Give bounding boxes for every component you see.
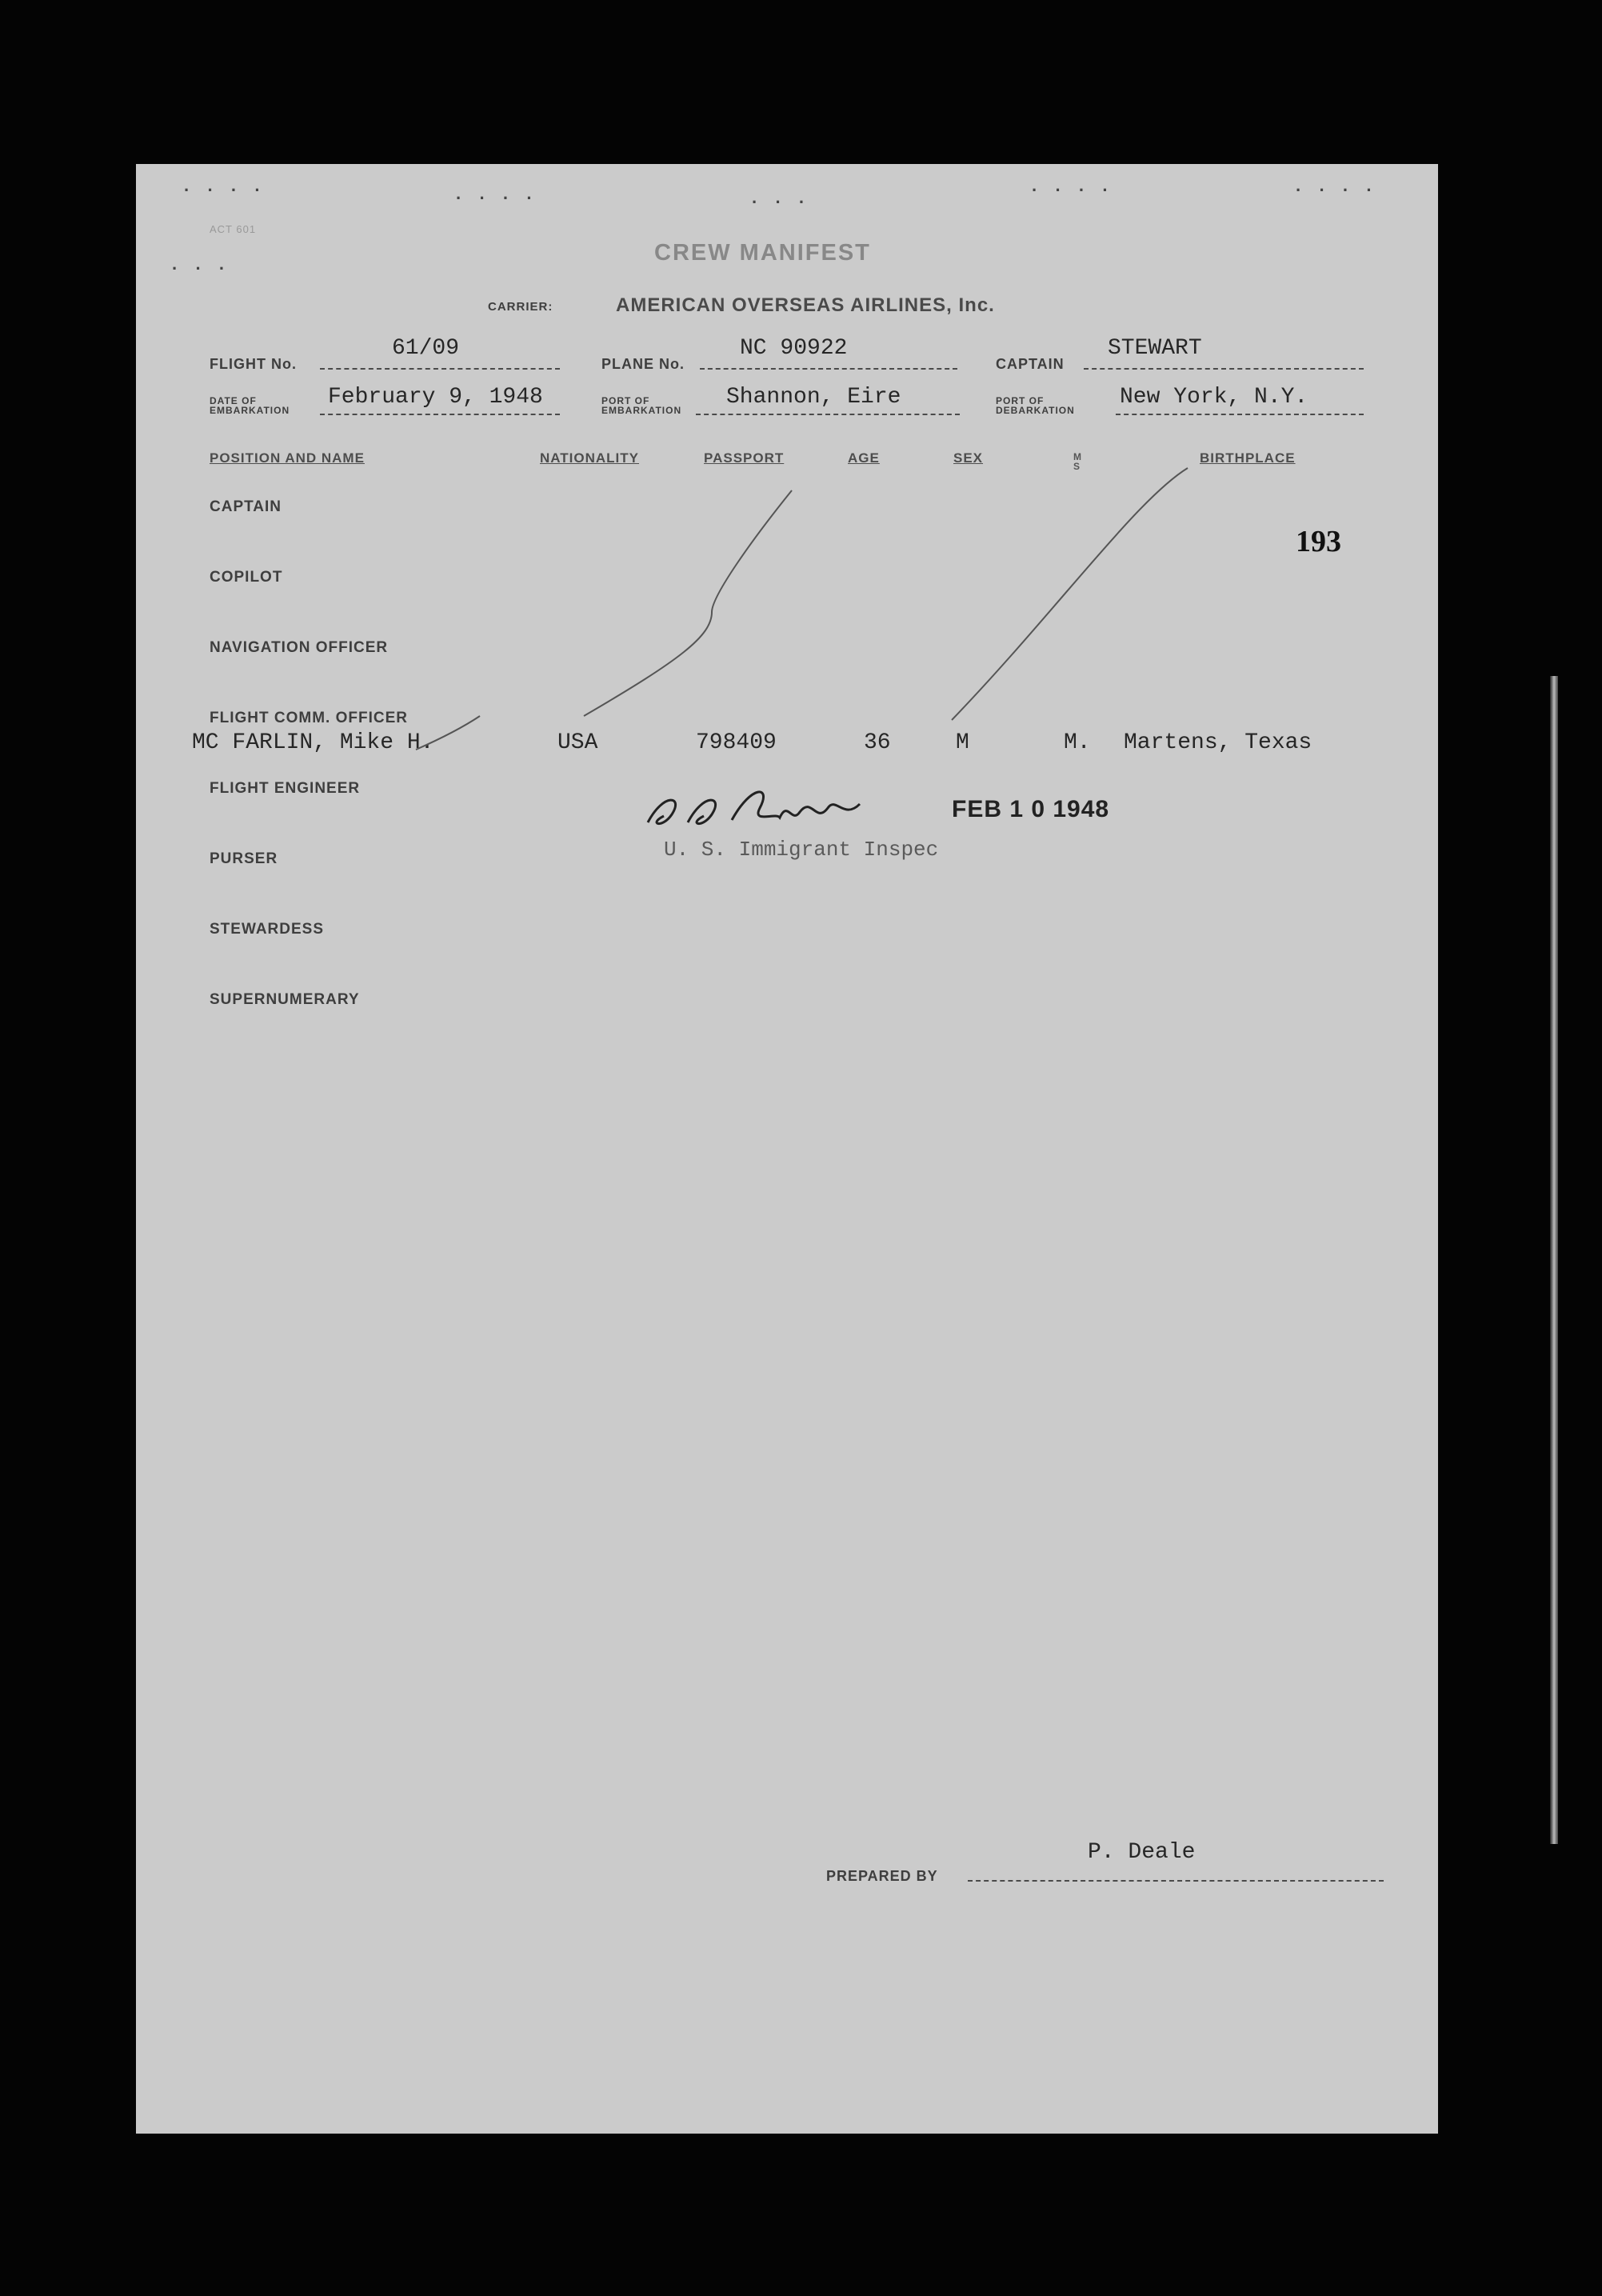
crew-sex: M bbox=[956, 730, 969, 755]
crew-age: 36 bbox=[864, 730, 891, 755]
plane-no-value: NC 90922 bbox=[740, 336, 848, 361]
stamp-date: FEB 1 0 1948 bbox=[952, 796, 1110, 822]
col-marital-m: M bbox=[1073, 451, 1082, 462]
col-birthplace: BIRTHPLACE bbox=[1200, 450, 1296, 466]
col-age: AGE bbox=[848, 450, 880, 466]
captain-value: STEWART bbox=[1108, 336, 1202, 361]
carrier-label: CARRIER: bbox=[488, 300, 553, 314]
date-label-top: DATE OF bbox=[210, 395, 257, 406]
crew-name: MC FARLIN, Mike H. bbox=[192, 730, 434, 755]
col-marital-s: S bbox=[1073, 461, 1081, 472]
date-value: February 9, 1948 bbox=[328, 385, 543, 410]
manifest-page bbox=[136, 164, 1438, 2134]
col-position-name: POSITION AND NAME bbox=[210, 450, 365, 466]
plane-no-label: PLANE No. bbox=[601, 356, 685, 372]
page-title: CREW MANIFEST bbox=[654, 240, 871, 266]
position-flight-engineer: FLIGHT ENGINEER bbox=[210, 780, 361, 797]
prepared-by-line bbox=[968, 1880, 1384, 1882]
prepared-by-value: P. Deale bbox=[1088, 1840, 1196, 1865]
scanner-edge-strip bbox=[1550, 676, 1558, 1844]
position-copilot: COPILOT bbox=[210, 569, 283, 586]
port-debark-label-top: PORT OF bbox=[996, 395, 1045, 406]
flight-no-value: 61/09 bbox=[392, 336, 460, 361]
position-stewardess: STEWARDESS bbox=[210, 921, 325, 938]
punch-marks: · · · · bbox=[1032, 180, 1115, 200]
col-nationality: NATIONALITY bbox=[540, 450, 640, 466]
crew-nationality: USA bbox=[557, 730, 598, 755]
ditto-line-birthplace bbox=[952, 468, 1188, 720]
punch-marks: · · · bbox=[752, 192, 812, 212]
page-number: 193 bbox=[1296, 525, 1341, 558]
port-debark-label-bottom: DEBARKATION bbox=[996, 405, 1075, 416]
punch-marks: · · · · bbox=[184, 180, 267, 200]
port-embark-label-bottom: EMBARKATION bbox=[601, 405, 682, 416]
inspector-signature bbox=[640, 776, 912, 840]
stamp-text: U. S. Immigrant Inspec bbox=[664, 838, 939, 862]
position-flight-comm-officer: FLIGHT COMM. OFFICER bbox=[210, 710, 408, 726]
crew-birthplace: Martens, Texas bbox=[1124, 730, 1312, 755]
ditto-line-name bbox=[416, 716, 480, 750]
prepared-by-label: PREPARED BY bbox=[826, 1868, 938, 1884]
port-embark-value: Shannon, Eire bbox=[726, 385, 901, 410]
position-navigation-officer: NAVIGATION OFFICER bbox=[210, 639, 389, 656]
flight-no-label: FLIGHT No. bbox=[210, 356, 297, 372]
captain-label: CAPTAIN bbox=[996, 356, 1065, 372]
crew-marital: M. bbox=[1064, 730, 1091, 755]
position-captain: CAPTAIN bbox=[210, 498, 282, 515]
crew-passport: 798409 bbox=[696, 730, 777, 755]
port-debark-value: New York, N.Y. bbox=[1120, 385, 1308, 410]
form-number: ACT 601 bbox=[210, 223, 257, 235]
ditto-marks bbox=[136, 164, 1438, 1124]
punch-marks: · · · · bbox=[456, 188, 539, 208]
date-label-bottom: EMBARKATION bbox=[210, 405, 290, 416]
ditto-line-passport bbox=[584, 490, 792, 716]
port-embark-label-top: PORT OF bbox=[601, 395, 650, 406]
position-purser: PURSER bbox=[210, 850, 278, 867]
col-passport: PASSPORT bbox=[704, 450, 785, 466]
carrier-name: AMERICAN OVERSEAS AIRLINES, Inc. bbox=[616, 294, 995, 316]
position-supernumerary: SUPERNUMERARY bbox=[210, 991, 360, 1008]
col-sex: SEX bbox=[953, 450, 984, 466]
punch-marks: · · · · bbox=[1296, 180, 1379, 200]
signature-stroke bbox=[648, 792, 860, 824]
punch-marks: · · · bbox=[172, 258, 232, 278]
